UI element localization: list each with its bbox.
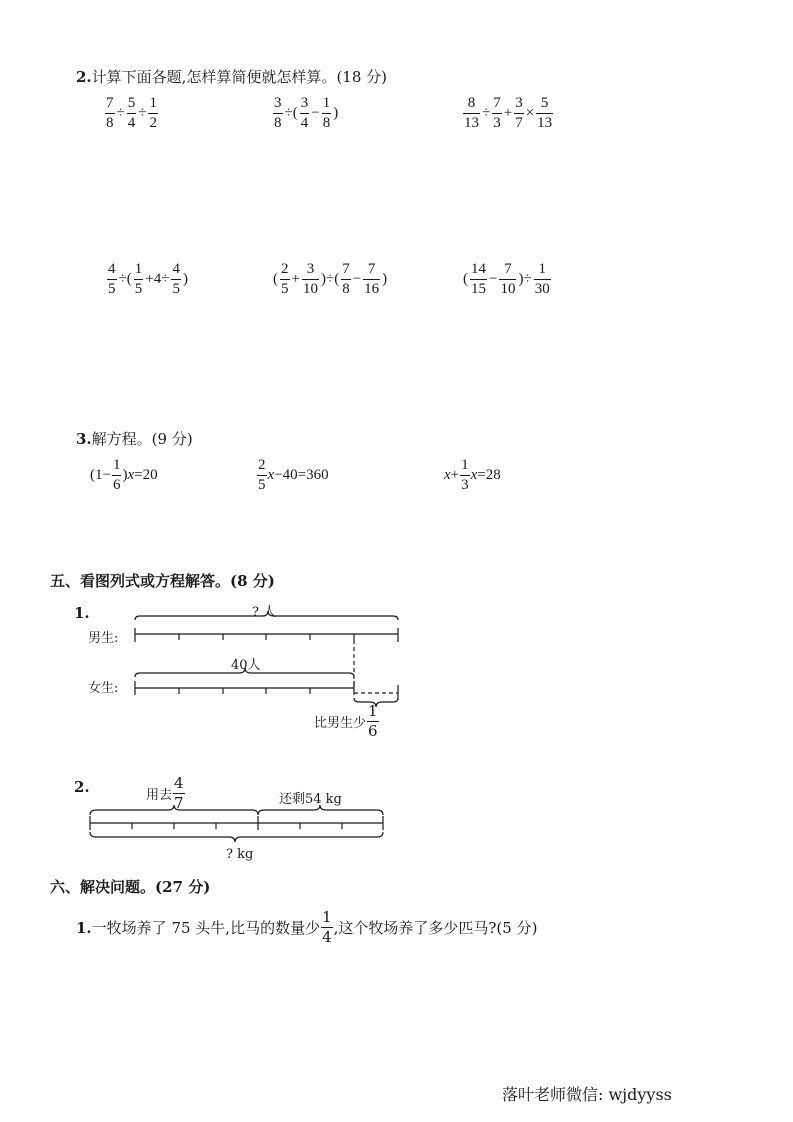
boys-total-brace [135,611,398,620]
diagram-2-number: 2. [74,778,90,796]
rope-total-label: ? kg [226,847,254,862]
difference-brace [354,698,398,707]
equation-1: (1− $\frac{1}{6}$ ) x =20 [90,457,158,493]
used-label: 用去 $\frac{4}{7}$ [146,774,184,812]
expression-1: $\frac{7}{8}$ ÷ $\frac{5}{4}$ ÷ $\frac{1}{2}$ [106,95,157,131]
expression-4: $\frac{4}{5}$ ÷( $\frac{1}{5}$ +4÷ $\frac{4}{5}$ ) [108,261,188,297]
remain-label: 还剩54 kg [279,792,342,807]
section-6-heading: 六、解决问题。(27 分) [50,878,211,896]
girls-label: 女生: [88,681,119,696]
expression-6: ( $\frac{14}{15}$ − $\frac{7}{10}$ )÷ $\frac{1}{30}$ [463,261,550,297]
word-problem-1: 1. 一牧场养了 75 头牛,比马的数量少 $\frac{1}{4}$ ,这个牧场养了多少匹马?(5 分) [76,908,538,946]
diagram-1-number: 1. [74,604,90,622]
section-5-heading: 五、看图列式或方程解答。(8 分) [50,572,275,590]
girls-total-brace [135,668,354,677]
boys-label: 男生: [88,631,119,646]
expression-2: $\frac{3}{8}$ ÷( $\frac{3}{4}$ − $\frac{1}{8}$ ) [274,95,339,131]
equation-2: $\frac{2}{5}$ x −40=360 [258,457,329,493]
q2-heading: 2.计算下面各题,怎样算简便就怎样算。(18 分) [76,68,388,86]
girls-total-label: 40人 [231,658,261,673]
total-brace [90,832,383,842]
boys-total-label: ? 人 [252,605,277,620]
expression-5: ( $\frac{2}{5}$ + $\frac{3}{10}$ )÷( $\frac{7}{8}$ − $\frac{7}{16}$ ) [273,261,388,297]
watermark: 落叶老师微信: wjdyyss [502,1085,672,1104]
expression-3: $\frac{8}{13}$ ÷ $\frac{7}{3}$ + $\frac{3}{7}$ × $\frac{5}{13}$ [464,95,553,131]
difference-note: 比男生少 $\frac{1}{6}$ [314,702,378,740]
equation-3: x + $\frac{1}{3}$ x =28 [444,457,501,493]
q3-heading: 3.解方程。(9 分) [76,430,193,448]
